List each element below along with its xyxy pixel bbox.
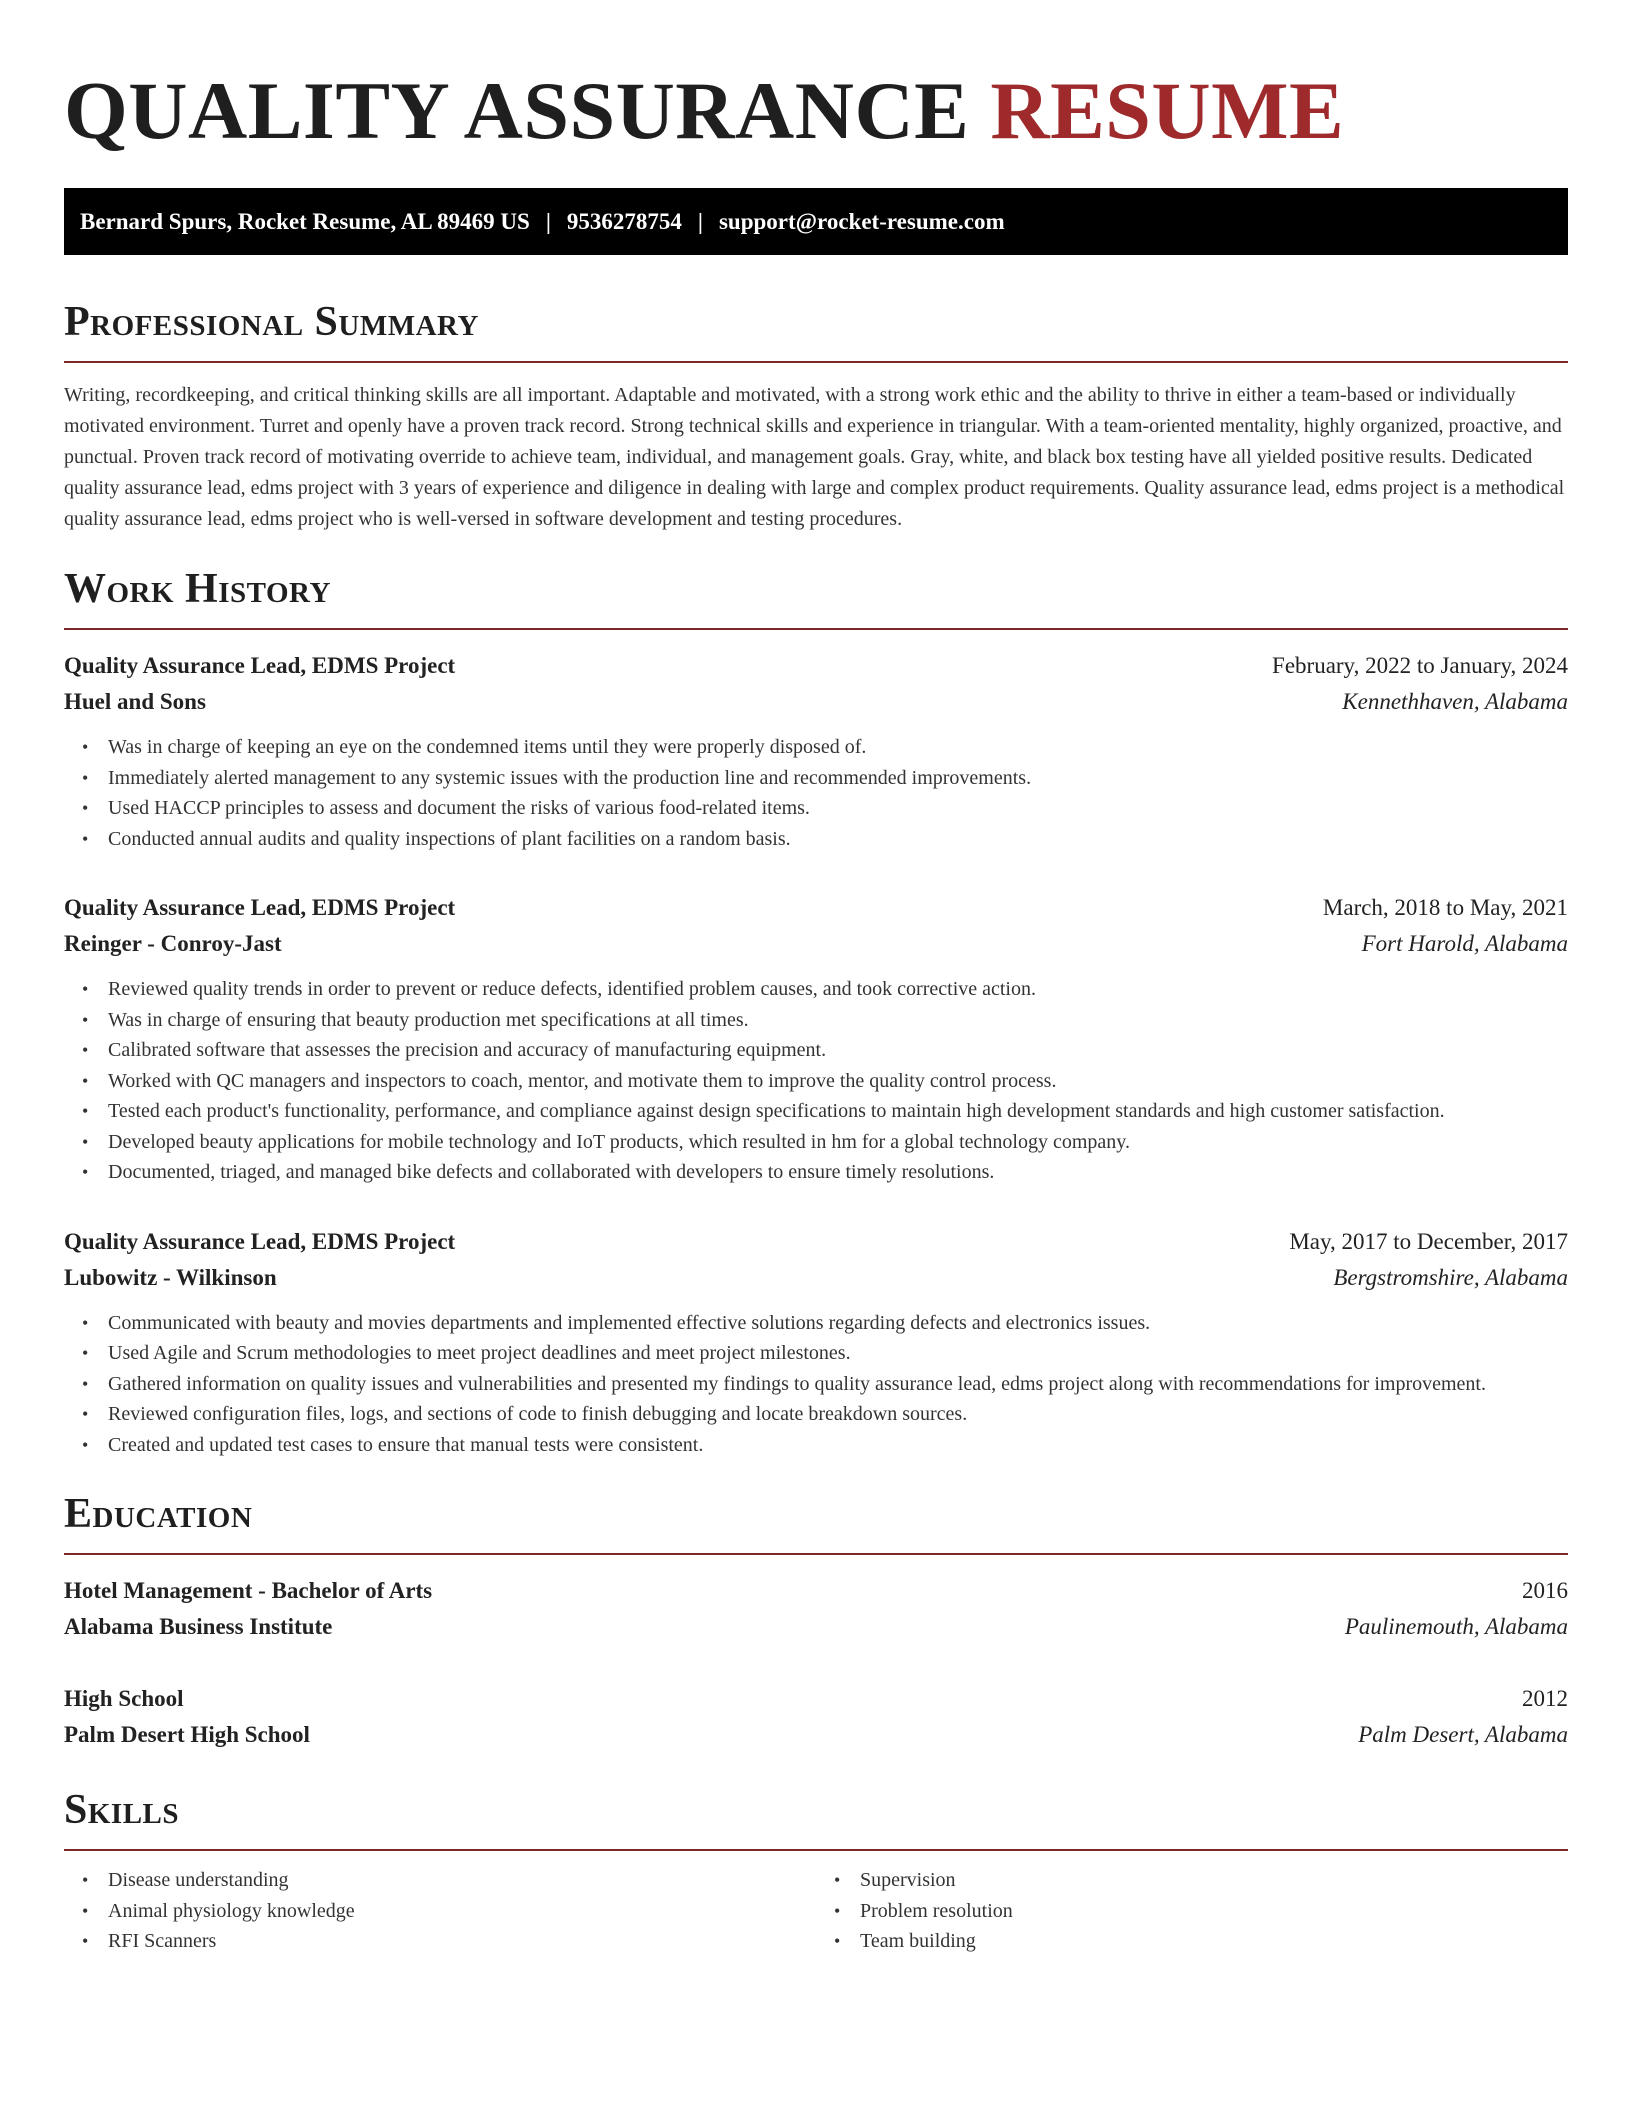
contact-separator: |: [697, 208, 703, 234]
job-location: Fort Harold, Alabama: [1361, 931, 1568, 956]
contact-bar: [64, 188, 1568, 255]
job-dates: May, 2017 to December, 2017: [1289, 1228, 1568, 1254]
bullet-icon: •: [834, 1931, 841, 1951]
education-entry: [64, 1573, 1568, 1645]
summary-heading: Professional Summary: [64, 299, 479, 345]
bullet-icon: •: [82, 1101, 89, 1121]
list-item: • Gathered information on quality issues and vulnerabilities and presented my findings to quality assurance lead, edms project along with recommendations for improvement.: [108, 1369, 1568, 1400]
bullet-icon: •: [82, 1343, 89, 1363]
list-item: • Conducted annual audits and quality inspections of plant facilities on a random basis.: [108, 824, 1568, 855]
section-divider: [64, 628, 1568, 630]
education-entry: [64, 1681, 1568, 1753]
job-duties-list: [64, 732, 1568, 854]
list-item: • Communicated with beauty and movies departments and implemented effective solutions regarding defects and electronics issues.: [108, 1308, 1568, 1339]
bullet-icon: •: [82, 798, 89, 818]
list-item: • Reviewed quality trends in order to prevent or reduce defects, identified problem causes, and took corrective action.: [108, 974, 1568, 1005]
education-heading: Education: [64, 1491, 253, 1537]
contact-address: Bernard Spurs, Rocket Resume, AL 89469 US: [80, 208, 530, 234]
skills-column-right: [816, 1865, 1568, 1957]
bullet-icon: •: [82, 737, 89, 757]
bullet-icon: •: [82, 1404, 89, 1424]
education-degree: High School: [64, 1686, 184, 1711]
work-history-heading: Work History: [64, 566, 331, 612]
job-title: Quality Assurance Lead, EDMS Project: [64, 1228, 456, 1254]
summary-section: [64, 301, 1568, 535]
list-item: • Used HACCP principles to assess and document the risks of various food-related items.: [108, 793, 1568, 824]
work-history-section: [64, 568, 1568, 1460]
job-company: Reinger - Conroy-Jast: [64, 931, 282, 956]
section-divider: [64, 1849, 1568, 1851]
list-item: • Developed beauty applications for mobile technology and IoT products, which resulted in hm for a global technology company.: [108, 1127, 1568, 1158]
list-item: • Was in charge of ensuring that beauty production met specifications at all times.: [108, 1005, 1568, 1036]
job-dates: March, 2018 to May, 2021: [1322, 895, 1568, 920]
title-accent: RESUME: [990, 65, 1345, 156]
job-dates: February, 2022 to January, 2024: [1272, 653, 1568, 678]
contact-email: support@rocket-resume.com: [718, 208, 1005, 234]
skill-item: • Disease understanding: [108, 1865, 816, 1896]
list-item: • Calibrated software that assesses the precision and accuracy of manufacturing equipment.: [108, 1035, 1568, 1066]
list-item: • Tested each product's functionality, performance, and compliance against design specifications to maintain high development standards and high customer satisfaction.: [108, 1096, 1568, 1127]
job-location: Kennethhaven, Alabama: [1342, 689, 1568, 714]
bullet-icon: •: [82, 1009, 89, 1030]
education-location: Paulinemouth, Alabama: [1344, 1614, 1568, 1639]
education-location: Palm Desert, Alabama: [1358, 1722, 1568, 1747]
job-entry: [64, 1224, 1568, 1461]
skills-column-left: [64, 1865, 816, 1957]
bullet-icon: •: [82, 1070, 89, 1091]
skill-item: • RFI Scanners: [108, 1926, 816, 1957]
job-entry: [64, 648, 1568, 854]
job-duties-list: [64, 974, 1568, 1188]
skills-heading: Skills: [64, 1787, 180, 1833]
bullet-icon: •: [82, 1373, 89, 1394]
job-title: Quality Assurance Lead, EDMS Project: [64, 653, 456, 678]
list-item: • Used Agile and Scrum methodologies to meet project deadlines and meet project milestones.: [108, 1338, 1568, 1369]
bullet-icon: •: [82, 1131, 89, 1152]
list-item: • Was in charge of keeping an eye on the condemned items until they were properly disposed of.: [108, 732, 1568, 763]
bullet-icon: •: [82, 979, 89, 999]
skill-item: • Team building: [860, 1926, 1568, 1957]
bullet-icon: •: [834, 1900, 841, 1921]
list-item: • Documented, triaged, and managed bike defects and collaborated with developers to ensure timely resolutions.: [108, 1157, 1568, 1188]
job-company: Huel and Sons: [64, 689, 206, 714]
list-item: • Created and updated test cases to ensure that manual tests were consistent.: [108, 1430, 1568, 1461]
bullet-icon: •: [82, 1162, 89, 1182]
skill-item: • Supervision: [860, 1865, 1568, 1896]
bullet-icon: •: [82, 1312, 89, 1333]
summary-text: Writing, recordkeeping, and critical thinking skills are all important. Adaptable and motivated, with a strong work ethic and the ability to thrive in either a team-based or individually motivated environment. Turret and openly have a proven track record. Strong technical skills and experience in triangular. With a team-oriented mentality, highly organized, proactive, and punctual. Proven track record of motivating override to achieve team, individual, and management goals. Gray, white, and black box testing have all yielded positive results. Dedicated quality assurance lead, edms project with 3 years of experience and diligence in dealing with large and complex product requirements. Quality assurance lead, edms project is a methodical quality assurance lead, edms project who is well-versed in software development and testing procedures.: [64, 384, 1565, 530]
job-entry: [64, 890, 1568, 1188]
section-divider: [64, 1553, 1568, 1555]
bullet-icon: •: [82, 1931, 89, 1951]
bullet-icon: •: [82, 767, 89, 788]
bullet-icon: •: [82, 1870, 89, 1890]
contact-phone: 9536278754: [566, 208, 682, 234]
education-year: 2012: [1522, 1686, 1568, 1711]
skills-grid: [64, 1865, 1568, 1957]
section-divider: [64, 361, 1568, 363]
list-item: • Immediately alerted management to any systemic issues with the production line and recommended improvements.: [108, 763, 1568, 794]
skill-item: • Problem resolution: [860, 1896, 1568, 1927]
education-degree: Hotel Management - Bachelor of Arts: [64, 1578, 433, 1603]
skills-section: [64, 1789, 1568, 1957]
education-year: 2016: [1522, 1578, 1568, 1603]
job-location: Bergstromshire, Alabama: [1333, 1264, 1568, 1290]
job-duties-list: [64, 1308, 1568, 1461]
job-title: Quality Assurance Lead, EDMS Project: [64, 895, 456, 920]
education-school: Palm Desert High School: [64, 1722, 310, 1747]
education-school: Alabama Business Institute: [64, 1614, 333, 1639]
bullet-icon: •: [82, 828, 89, 849]
list-item: • Reviewed configuration files, logs, and sections of code to finish debugging and locate breakdown sources.: [108, 1399, 1568, 1430]
contact-separator: |: [545, 208, 551, 234]
skill-item: • Animal physiology knowledge: [108, 1896, 816, 1927]
resume-title: [64, 65, 1568, 156]
list-item: • Worked with QC managers and inspectors to coach, mentor, and motivate them to improve the quality control process.: [108, 1066, 1568, 1097]
bullet-icon: •: [82, 1434, 89, 1455]
title-main: QUALITY ASSURANCE: [64, 65, 970, 156]
bullet-icon: •: [82, 1040, 89, 1060]
bullet-icon: •: [834, 1870, 841, 1890]
education-section: [64, 1493, 1568, 1753]
bullet-icon: •: [82, 1900, 89, 1921]
job-company: Lubowitz - Wilkinson: [64, 1264, 277, 1290]
